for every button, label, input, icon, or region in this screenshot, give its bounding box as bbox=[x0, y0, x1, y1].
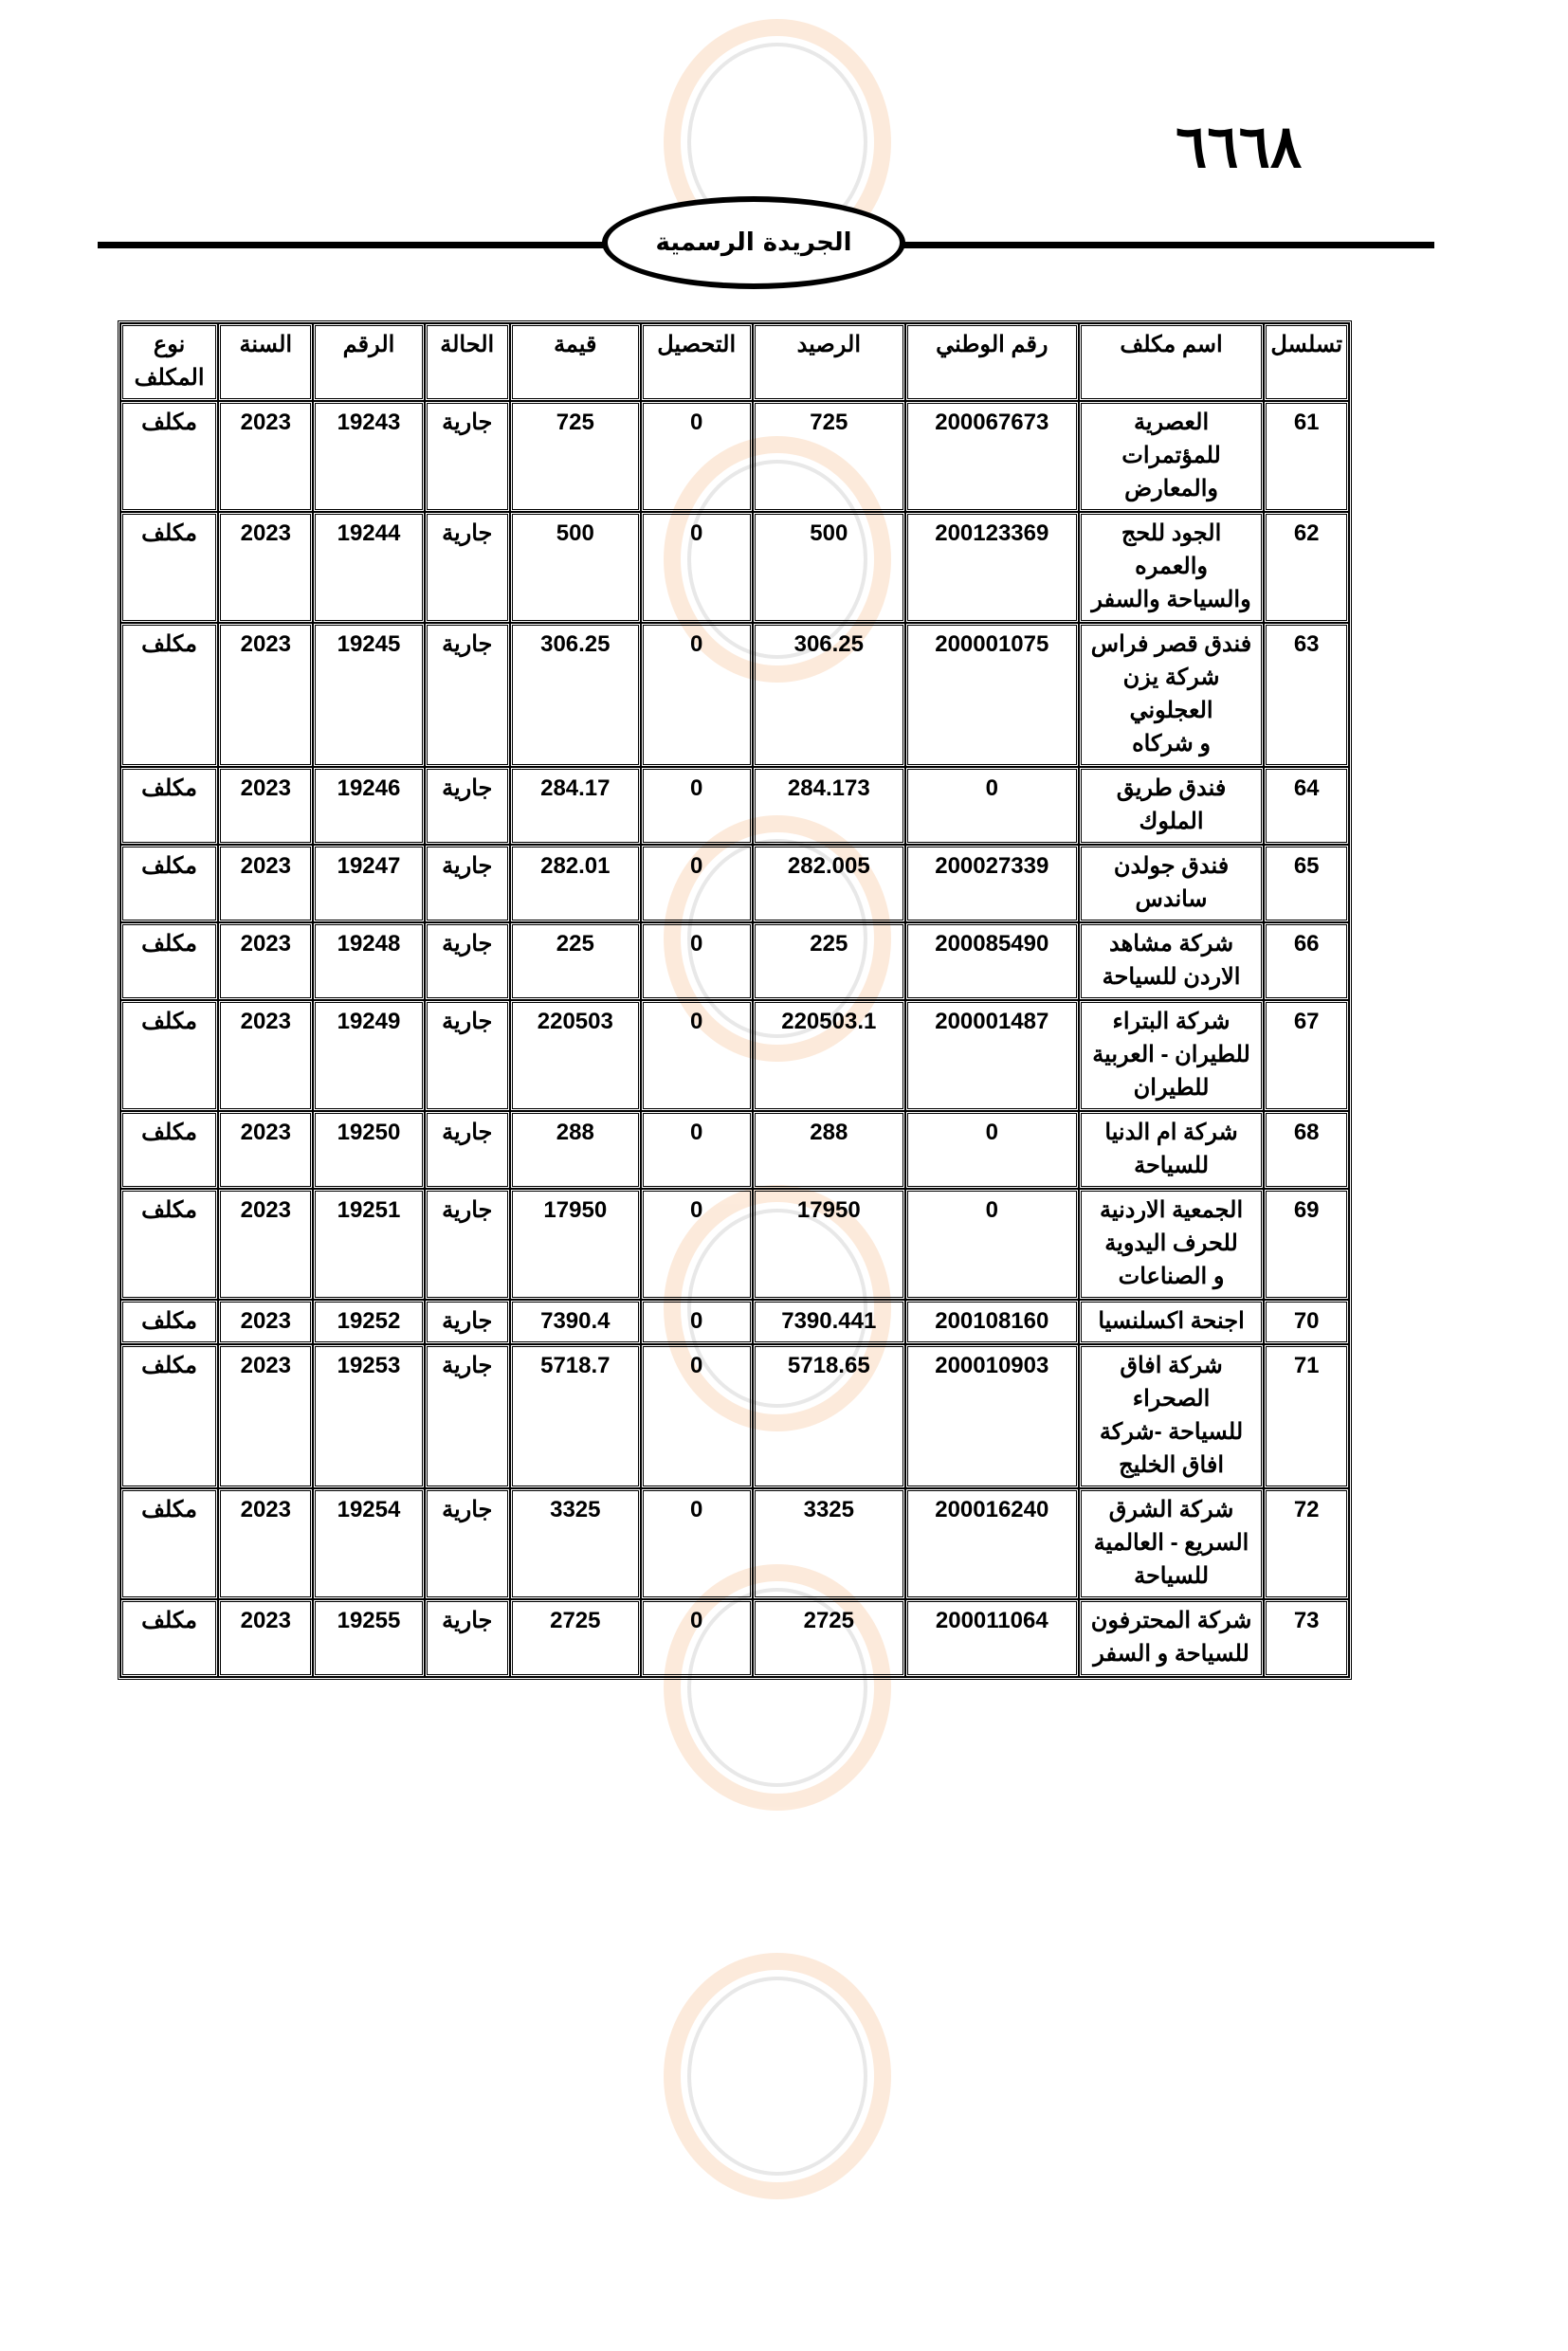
cell-value: 282.01 bbox=[510, 845, 641, 922]
col-collection: التحصيل bbox=[641, 323, 753, 401]
cell-balance: 284.173 bbox=[753, 767, 905, 845]
cell-balance: 500 bbox=[753, 512, 905, 623]
table-row bbox=[120, 1111, 1349, 1189]
col-number: الرقم bbox=[313, 323, 424, 401]
cell-balance: 725 bbox=[753, 401, 905, 512]
cell-number: 19245 bbox=[313, 623, 424, 767]
table-row bbox=[120, 922, 1349, 1000]
cell-collection: 0 bbox=[641, 922, 753, 1000]
cell-value: 225 bbox=[510, 922, 641, 1000]
cell-collection: 0 bbox=[641, 1344, 753, 1488]
cell-collection: 0 bbox=[641, 623, 753, 767]
cell-number: 19249 bbox=[313, 1000, 424, 1111]
cell-national-id: 200067673 bbox=[905, 401, 1079, 512]
cell-national-id: 0 bbox=[905, 767, 1079, 845]
cell-name: الجمعية الاردنية للحرف اليدوية و الصناعات bbox=[1079, 1189, 1265, 1300]
cell-seq: 63 bbox=[1264, 623, 1349, 767]
col-name: اسم مكلف bbox=[1079, 323, 1265, 401]
table-row bbox=[120, 767, 1349, 845]
table-header-row bbox=[120, 323, 1349, 401]
cell-year: 2023 bbox=[218, 767, 313, 845]
cell-seq: 68 bbox=[1264, 1111, 1349, 1189]
cell-national-id: 0 bbox=[905, 1189, 1079, 1300]
cell-collection: 0 bbox=[641, 1000, 753, 1111]
cell-collection: 0 bbox=[641, 1111, 753, 1189]
cell-balance: 17950 bbox=[753, 1189, 905, 1300]
cell-balance: 5718.65 bbox=[753, 1344, 905, 1488]
cell-number: 19247 bbox=[313, 845, 424, 922]
cell-type: مكلف bbox=[120, 1488, 218, 1599]
cell-collection: 0 bbox=[641, 1300, 753, 1344]
cell-status: جارية bbox=[425, 1488, 510, 1599]
cell-national-id: 0 bbox=[905, 1111, 1079, 1189]
cell-status: جارية bbox=[425, 845, 510, 922]
cell-value: 7390.4 bbox=[510, 1300, 641, 1344]
cell-type: مكلف bbox=[120, 1111, 218, 1189]
cell-type: مكلف bbox=[120, 1189, 218, 1300]
cell-balance: 288 bbox=[753, 1111, 905, 1189]
cell-number: 19246 bbox=[313, 767, 424, 845]
cell-value: 17950 bbox=[510, 1189, 641, 1300]
cell-seq: 71 bbox=[1264, 1344, 1349, 1488]
cell-year: 2023 bbox=[218, 1189, 313, 1300]
cell-national-id: 200011064 bbox=[905, 1599, 1079, 1677]
cell-collection: 0 bbox=[641, 1189, 753, 1300]
cell-name: العصرية للمؤتمرات والمعارض bbox=[1079, 401, 1265, 512]
cell-national-id: 200016240 bbox=[905, 1488, 1079, 1599]
cell-name: اجنحة اكسلنسيا bbox=[1079, 1300, 1265, 1344]
cell-type: مكلف bbox=[120, 623, 218, 767]
cell-seq: 70 bbox=[1264, 1300, 1349, 1344]
cell-name: شركة الشرق السريع - العالمية للسياحة bbox=[1079, 1488, 1265, 1599]
cell-name: شركة مشاهد الاردن للسياحة bbox=[1079, 922, 1265, 1000]
cell-year: 2023 bbox=[218, 623, 313, 767]
cell-collection: 0 bbox=[641, 512, 753, 623]
cell-year: 2023 bbox=[218, 845, 313, 922]
cell-national-id: 200001487 bbox=[905, 1000, 1079, 1111]
table-row bbox=[120, 845, 1349, 922]
table-row bbox=[120, 1488, 1349, 1599]
cell-number: 19252 bbox=[313, 1300, 424, 1344]
cell-collection: 0 bbox=[641, 845, 753, 922]
col-status: الحالة bbox=[425, 323, 510, 401]
cell-year: 2023 bbox=[218, 1000, 313, 1111]
cell-status: جارية bbox=[425, 1000, 510, 1111]
col-value: قيمة bbox=[510, 323, 641, 401]
cell-value: 306.25 bbox=[510, 623, 641, 767]
cell-balance: 220503.1 bbox=[753, 1000, 905, 1111]
cell-collection: 0 bbox=[641, 1488, 753, 1599]
cell-number: 19250 bbox=[313, 1111, 424, 1189]
taxpayers-table bbox=[118, 320, 1352, 1680]
cell-seq: 66 bbox=[1264, 922, 1349, 1000]
cell-value: 5718.7 bbox=[510, 1344, 641, 1488]
cell-number: 19251 bbox=[313, 1189, 424, 1300]
cell-status: جارية bbox=[425, 401, 510, 512]
table-row bbox=[120, 1000, 1349, 1111]
cell-type: مكلف bbox=[120, 1000, 218, 1111]
cell-type: مكلف bbox=[120, 767, 218, 845]
cell-name: شركة افاق الصحراء للسياحة -شركة افاق الخليج bbox=[1079, 1344, 1265, 1488]
cell-balance: 2725 bbox=[753, 1599, 905, 1677]
cell-collection: 0 bbox=[641, 401, 753, 512]
cell-type: مكلف bbox=[120, 512, 218, 623]
cell-name: الجود للحج والعمره والسياحة والسفر bbox=[1079, 512, 1265, 623]
cell-collection: 0 bbox=[641, 1599, 753, 1677]
cell-value: 288 bbox=[510, 1111, 641, 1189]
cell-name: شركة البتراء للطيران - العربية للطيران bbox=[1079, 1000, 1265, 1111]
table-row bbox=[120, 1344, 1349, 1488]
page-number: ٦٦٦٨ bbox=[1176, 112, 1303, 181]
cell-year: 2023 bbox=[218, 922, 313, 1000]
col-balance: الرصيد bbox=[753, 323, 905, 401]
cell-seq: 72 bbox=[1264, 1488, 1349, 1599]
cell-seq: 61 bbox=[1264, 401, 1349, 512]
cell-seq: 67 bbox=[1264, 1000, 1349, 1111]
cell-balance: 7390.441 bbox=[753, 1300, 905, 1344]
cell-status: جارية bbox=[425, 767, 510, 845]
cell-value: 500 bbox=[510, 512, 641, 623]
cell-status: جارية bbox=[425, 922, 510, 1000]
col-type: نوع المكلف bbox=[120, 323, 218, 401]
cell-name: شركة المحترفون للسياحة و السفر bbox=[1079, 1599, 1265, 1677]
cell-name: فندق جولدن ساندس bbox=[1079, 845, 1265, 922]
cell-type: مكلف bbox=[120, 845, 218, 922]
cell-seq: 65 bbox=[1264, 845, 1349, 922]
cell-national-id: 200085490 bbox=[905, 922, 1079, 1000]
cell-national-id: 200001075 bbox=[905, 623, 1079, 767]
col-year: السنة bbox=[218, 323, 313, 401]
cell-year: 2023 bbox=[218, 1300, 313, 1344]
table-row bbox=[120, 512, 1349, 623]
cell-value: 284.17 bbox=[510, 767, 641, 845]
cell-value: 3325 bbox=[510, 1488, 641, 1599]
cell-balance: 306.25 bbox=[753, 623, 905, 767]
cell-balance: 3325 bbox=[753, 1488, 905, 1599]
gazette-title-text: الجريدة الرسمية bbox=[655, 228, 852, 257]
cell-number: 19243 bbox=[313, 401, 424, 512]
cell-number: 19244 bbox=[313, 512, 424, 623]
cell-number: 19255 bbox=[313, 1599, 424, 1677]
cell-name: فندق طريق الملوك bbox=[1079, 767, 1265, 845]
cell-type: مكلف bbox=[120, 1599, 218, 1677]
cell-number: 19253 bbox=[313, 1344, 424, 1488]
gazette-title bbox=[602, 196, 905, 289]
cell-year: 2023 bbox=[218, 1344, 313, 1488]
col-national-id: رقم الوطني bbox=[905, 323, 1079, 401]
cell-status: جارية bbox=[425, 512, 510, 623]
cell-year: 2023 bbox=[218, 401, 313, 512]
watermark-logo bbox=[502, 1953, 1071, 2351]
cell-balance: 225 bbox=[753, 922, 905, 1000]
cell-seq: 62 bbox=[1264, 512, 1349, 623]
cell-year: 2023 bbox=[218, 1111, 313, 1189]
cell-seq: 73 bbox=[1264, 1599, 1349, 1677]
table-row bbox=[120, 1599, 1349, 1677]
cell-national-id: 200010903 bbox=[905, 1344, 1079, 1488]
cell-number: 19248 bbox=[313, 922, 424, 1000]
cell-name: شركة ام الدنيا للسياحة bbox=[1079, 1111, 1265, 1189]
cell-type: مكلف bbox=[120, 401, 218, 512]
cell-seq: 69 bbox=[1264, 1189, 1349, 1300]
table-row bbox=[120, 1300, 1349, 1344]
cell-name: فندق قصر فراس شركة يزن العجلوني و شركاه bbox=[1079, 623, 1265, 767]
cell-type: مكلف bbox=[120, 1344, 218, 1488]
table-row bbox=[120, 623, 1349, 767]
cell-number: 19254 bbox=[313, 1488, 424, 1599]
cell-status: جارية bbox=[425, 1300, 510, 1344]
cell-status: جارية bbox=[425, 1111, 510, 1189]
cell-national-id: 200108160 bbox=[905, 1300, 1079, 1344]
cell-status: جارية bbox=[425, 1344, 510, 1488]
cell-collection: 0 bbox=[641, 767, 753, 845]
cell-value: 725 bbox=[510, 401, 641, 512]
table-row bbox=[120, 401, 1349, 512]
cell-year: 2023 bbox=[218, 1488, 313, 1599]
cell-year: 2023 bbox=[218, 512, 313, 623]
cell-status: جارية bbox=[425, 623, 510, 767]
cell-year: 2023 bbox=[218, 1599, 313, 1677]
cell-type: مكلف bbox=[120, 1300, 218, 1344]
cell-type: مكلف bbox=[120, 922, 218, 1000]
cell-value: 2725 bbox=[510, 1599, 641, 1677]
cell-status: جارية bbox=[425, 1189, 510, 1300]
cell-status: جارية bbox=[425, 1599, 510, 1677]
cell-national-id: 200123369 bbox=[905, 512, 1079, 623]
col-seq: تسلسل bbox=[1264, 323, 1349, 401]
cell-balance: 282.005 bbox=[753, 845, 905, 922]
table-row bbox=[120, 1189, 1349, 1300]
cell-national-id: 200027339 bbox=[905, 845, 1079, 922]
cell-seq: 64 bbox=[1264, 767, 1349, 845]
cell-value: 220503 bbox=[510, 1000, 641, 1111]
